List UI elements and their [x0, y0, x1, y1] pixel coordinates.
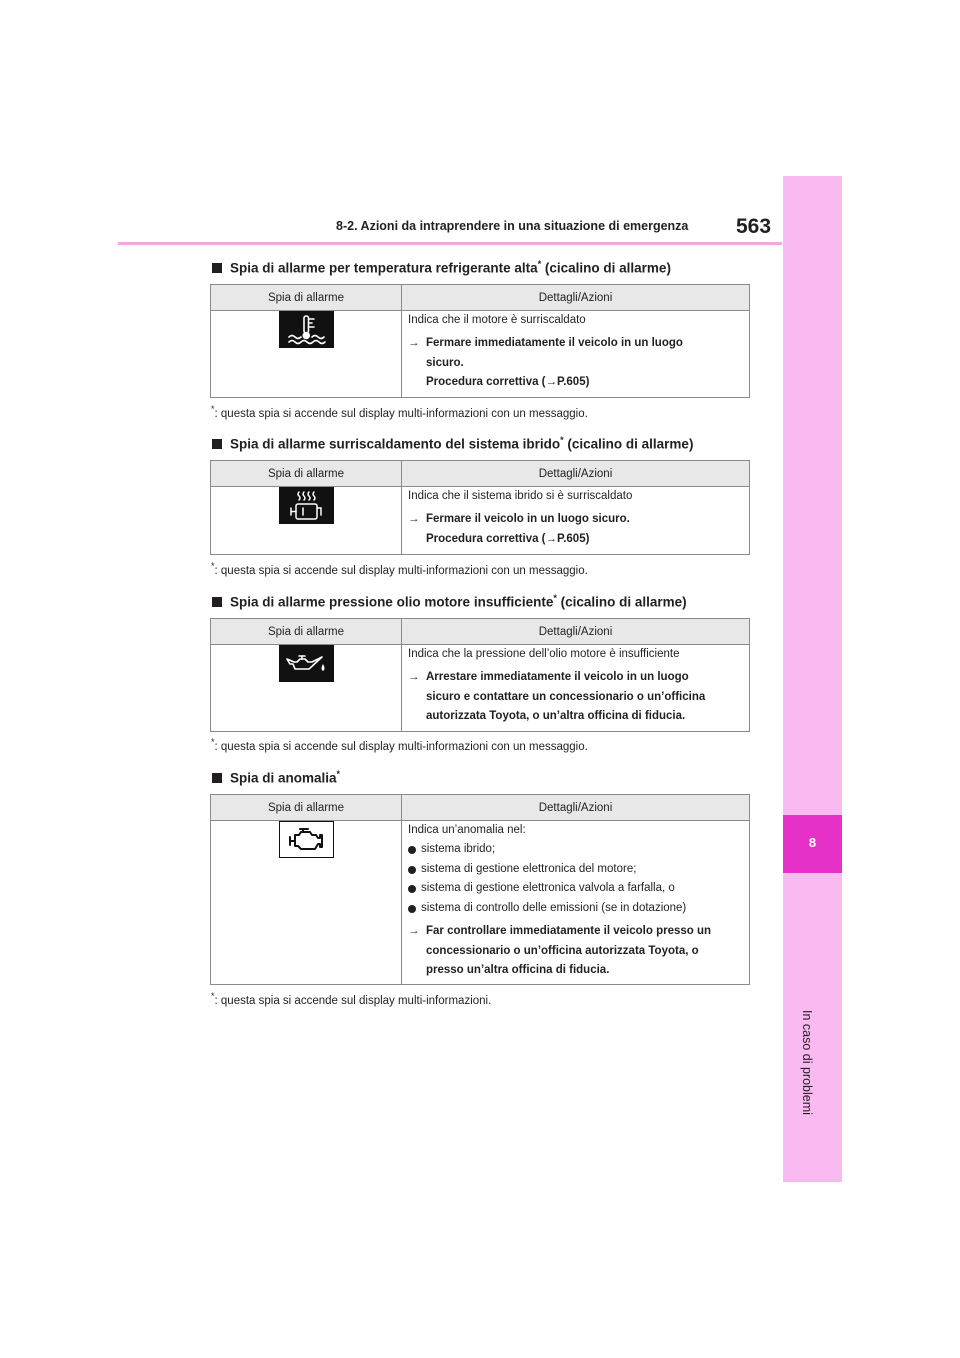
square-bullet-icon: [212, 263, 222, 273]
table-header-light: Spia di allarme: [211, 795, 402, 821]
page-number: 563: [736, 215, 772, 238]
square-bullet-icon: [212, 439, 222, 449]
warning-table-malfunction: [210, 794, 750, 985]
hybrid-overheat-icon: [279, 487, 334, 524]
action-instruction: → Arrestare immediatamente il veicolo in un luogo sicuro e contattare un concessionario o un’officina autorizzata Toyota, o un’altra officina di fiducia.: [408, 668, 749, 727]
coolant-temperature-icon: [279, 311, 334, 348]
bullet-dot-icon: [408, 866, 416, 874]
table-header-details: Dettagli/Azioni: [402, 795, 750, 821]
check-engine-icon: [279, 821, 334, 858]
list-item: sistema di gestione elettronica del motore;: [408, 860, 749, 880]
detail-description: Indica che la pressione dell’olio motore è insufficiente: [408, 648, 680, 660]
action-instruction: → Fermare il veicolo in un luogo sicuro. Procedura correttiva (→P.605): [408, 510, 749, 549]
section-title-malfunction: Spia di anomalia*: [212, 769, 340, 786]
square-bullet-icon: [212, 773, 222, 783]
table-header-details: Dettagli/Azioni: [402, 461, 750, 487]
header-divider: [118, 242, 782, 245]
page-header-title: 8-2. Azioni da intraprendere in una situazione di emergenza: [336, 219, 689, 233]
footnote-malfunction: *: questa spia si accende sul display multi-informazioni.: [211, 991, 492, 1007]
arrow-icon: →: [408, 925, 420, 937]
bullet-dot-icon: [408, 885, 416, 893]
arrow-icon: →: [408, 337, 420, 349]
table-header-details: Dettagli/Azioni: [402, 619, 750, 645]
section-title-oil-pressure: Spia di allarme pressione olio motore insufficiente* (cicalino di allarme): [212, 593, 687, 610]
square-bullet-icon: [212, 597, 222, 607]
warning-table-coolant: [210, 284, 750, 398]
chapter-number: 8: [808, 835, 817, 850]
list-item: sistema di gestione elettronica valvola a farfalla, o: [408, 879, 749, 899]
chapter-label: In caso di problemi: [800, 1010, 814, 1115]
section-title-hybrid-overheat: Spia di allarme surriscaldamento del sistema ibrido* (cicalino di allarme): [212, 435, 693, 452]
section-title-coolant: Spia di allarme per temperatura refrigerante alta* (cicalino di allarme): [212, 259, 671, 276]
bullet-dot-icon: [408, 905, 416, 913]
bullet-dot-icon: [408, 846, 416, 854]
action-instruction: → Far controllare immediatamente il veicolo presso un concessionario o un’officina autorizzata Toyota, o presso un’altra officina di fiducia.: [408, 922, 749, 981]
warning-table-hybrid-overheat: [210, 460, 750, 555]
warning-table-oil-pressure: [210, 618, 750, 732]
detail-description: Indica un’anomalia nel:: [408, 824, 526, 836]
footnote-oil-pressure: *: questa spia si accende sul display multi-informazioni con un messaggio.: [211, 737, 588, 753]
footnote-hybrid-overheat: *: questa spia si accende sul display multi-informazioni con un messaggio.: [211, 561, 588, 577]
table-header-light: Spia di allarme: [211, 619, 402, 645]
footnote-coolant: *: questa spia si accende sul display multi-informazioni con un messaggio.: [211, 404, 588, 420]
arrow-icon: →: [408, 513, 420, 525]
oil-pressure-icon: [279, 645, 334, 682]
action-instruction: → Fermare immediatamente il veicolo in un luogo sicuro. Procedura correttiva (→P.605): [408, 334, 749, 393]
detail-description: Indica che il sistema ibrido si è surriscaldato: [408, 490, 633, 502]
list-item: sistema di controllo delle emissioni (se in dotazione): [408, 899, 749, 919]
list-item: sistema ibrido;: [408, 840, 749, 860]
table-header-details: Dettagli/Azioni: [402, 285, 750, 311]
table-header-light: Spia di allarme: [211, 285, 402, 311]
detail-description: Indica che il motore è surriscaldato: [408, 314, 586, 326]
arrow-icon: →: [408, 671, 420, 683]
table-header-light: Spia di allarme: [211, 461, 402, 487]
